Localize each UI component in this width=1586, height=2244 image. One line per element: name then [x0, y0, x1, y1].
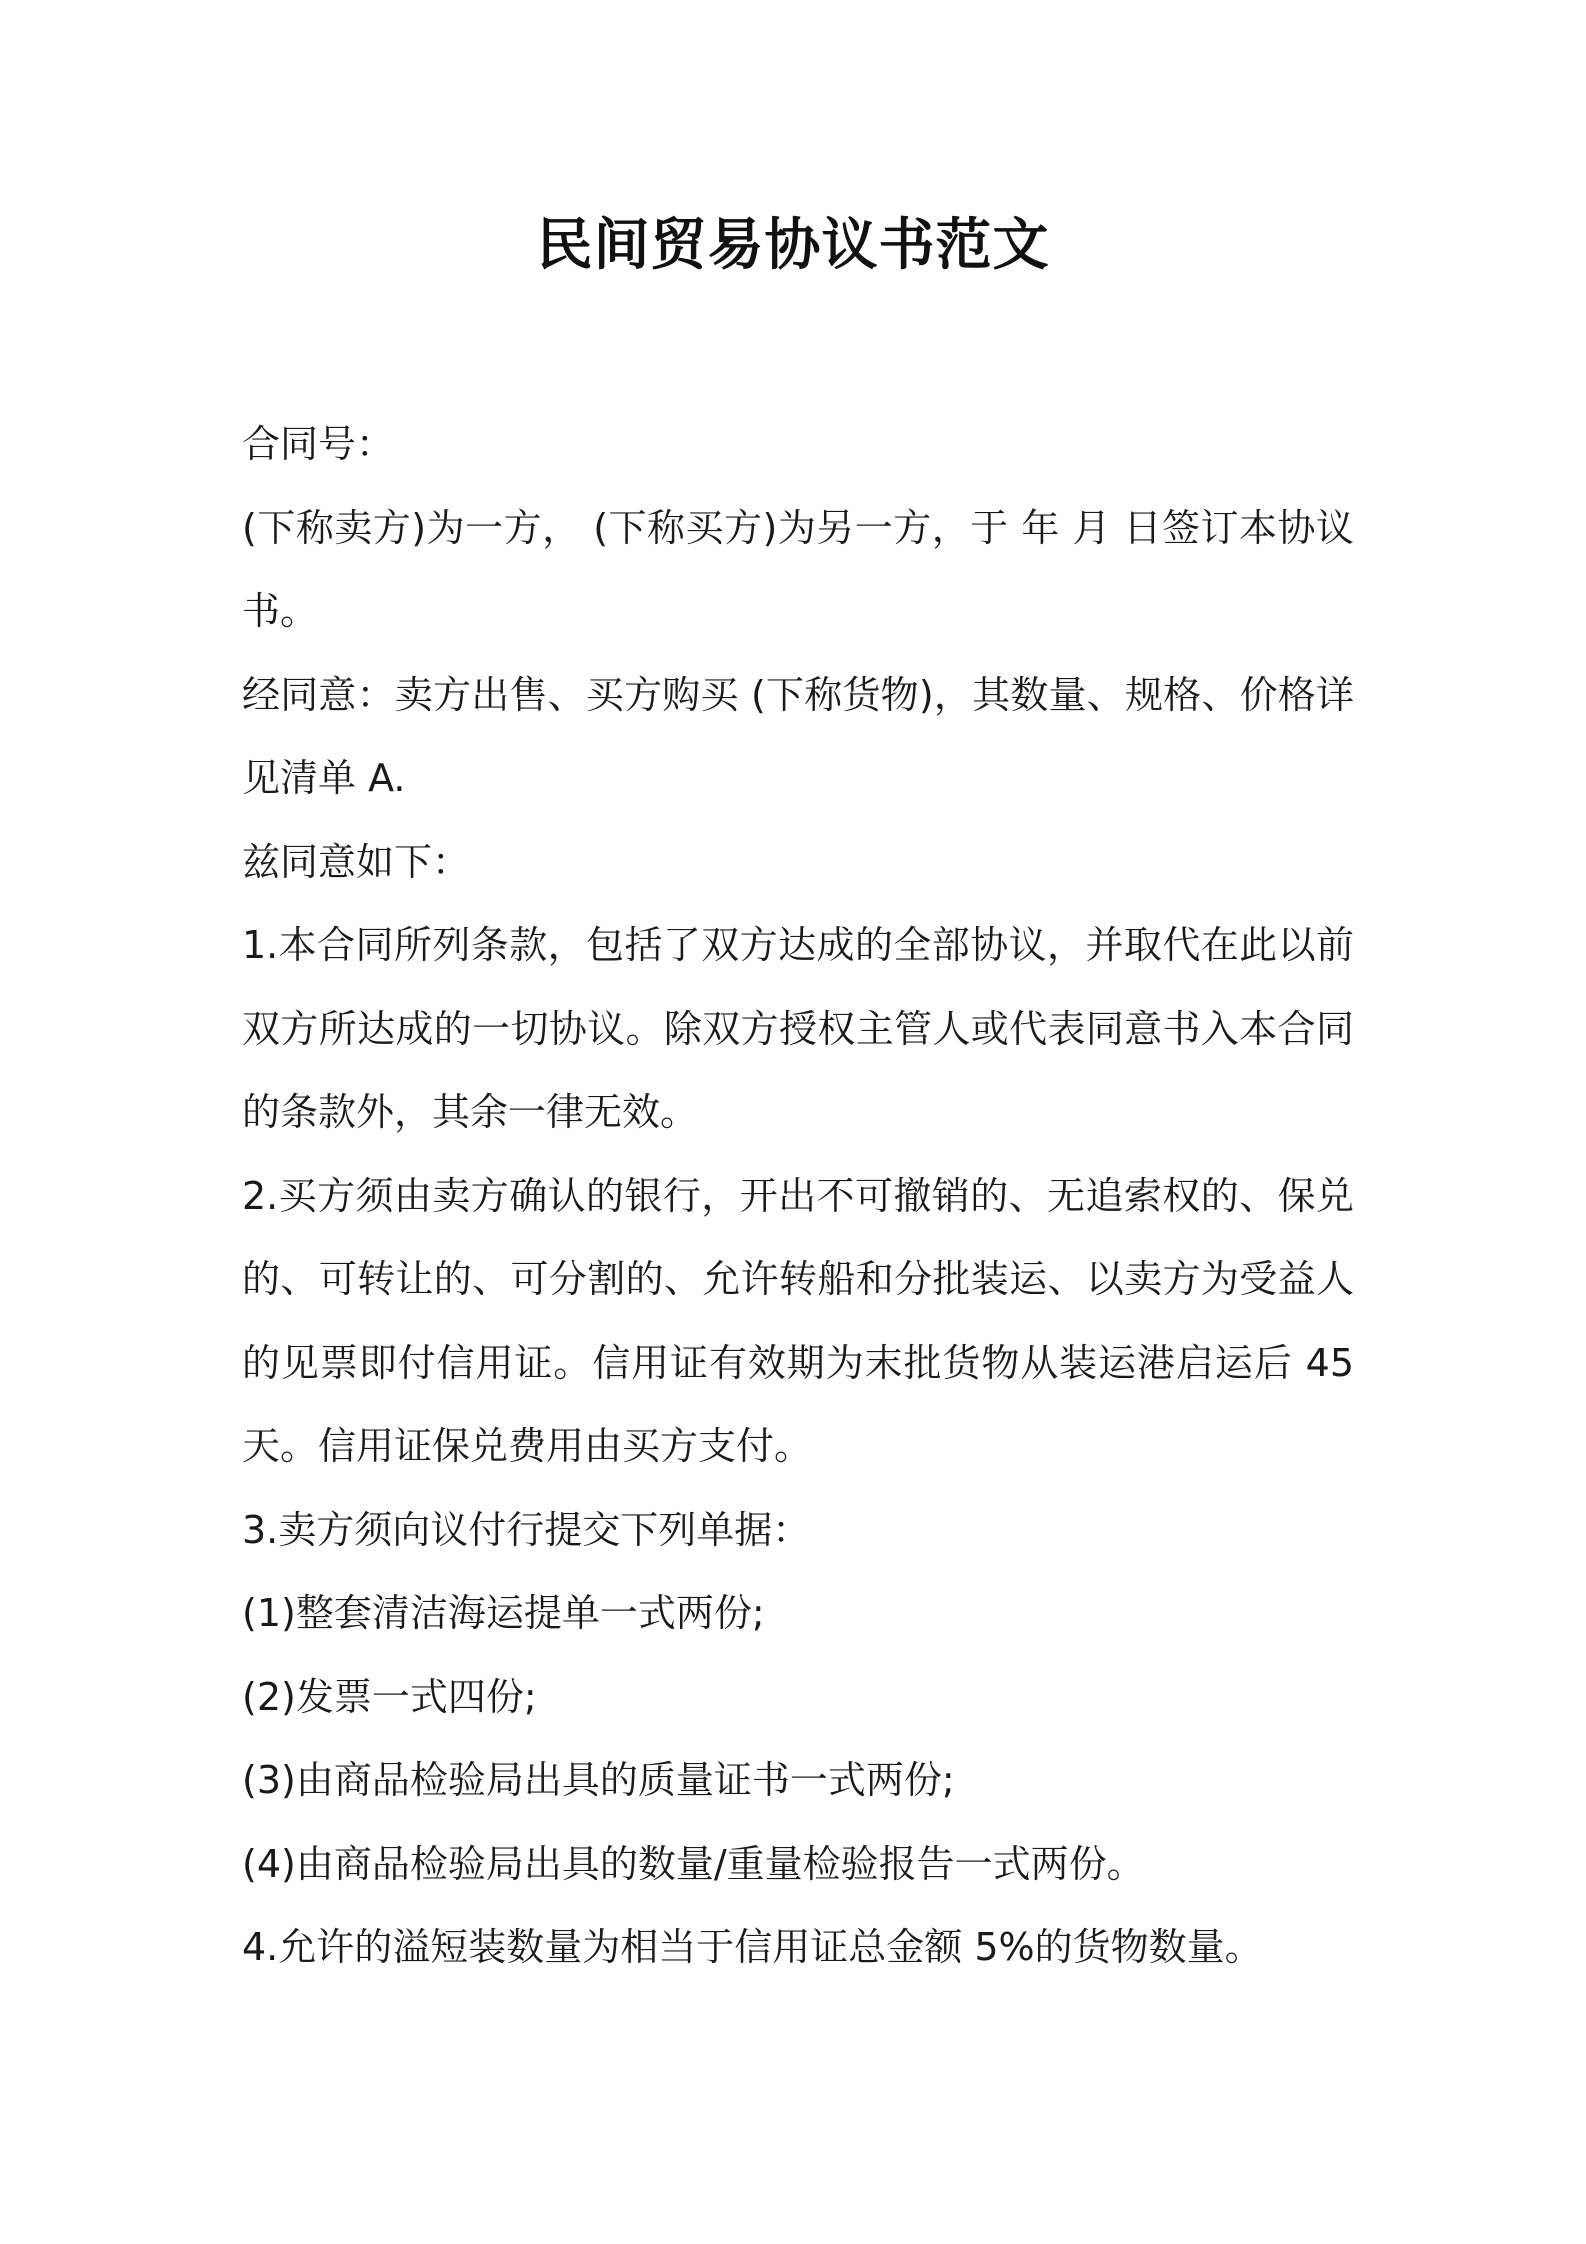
agreement-paragraph: 经同意：卖方出售、买方购买 (下称货物)，其数量、规格、价格详见清单 A. — [242, 672, 1354, 800]
agreed-as-follows-line: 兹同意如下： — [242, 839, 471, 884]
clause-2: 2.买方须由卖方确认的银行，开出不可撤销的、无追索权的、保兑的、可转让的、可分割的、允许转船和分批装运、以卖方为受益人的见票即付信用证。信用证有效期为末批货物从装运港启运后 45 天。信用证保兑费用由买方支付。 — [242, 1173, 1354, 1468]
clause-1: 1.本合同所列条款，包括了双方达成的全部协议，并取代在此以前双方所达成的一切协议。除双方授权主管人或代表同意书入本合同的条款外，其余一律无效。 — [242, 923, 1354, 1134]
clause-3-item-1: (1)整套清洁海运提单一式两份; — [242, 1591, 765, 1635]
clause-3: 3.卖方须向议付行提交下列单据： — [242, 1507, 811, 1552]
clause-3-item-4: (4)由商品检验局出具的数量/重量检验报告一式两份。 — [242, 1841, 1145, 1886]
clause-3-item-3: (3)由商品检验局出具的质量证书一式两份; — [242, 1758, 955, 1802]
clause-4: 4.允许的溢短装数量为相当于信用证总金额 5%的货物数量。 — [242, 1925, 1263, 1969]
document-title: 民间贸易协议书范文 — [536, 213, 1050, 278]
contract-number-line: 合同号： — [242, 422, 395, 466]
parties-paragraph: (下称卖方)为一方， (下称买方)为另一方，于 年 月 日签订本协议书。 — [242, 505, 1354, 633]
clause-3-item-2: (2)发票一式四份; — [242, 1674, 537, 1719]
document-body — [242, 403, 1354, 1990]
